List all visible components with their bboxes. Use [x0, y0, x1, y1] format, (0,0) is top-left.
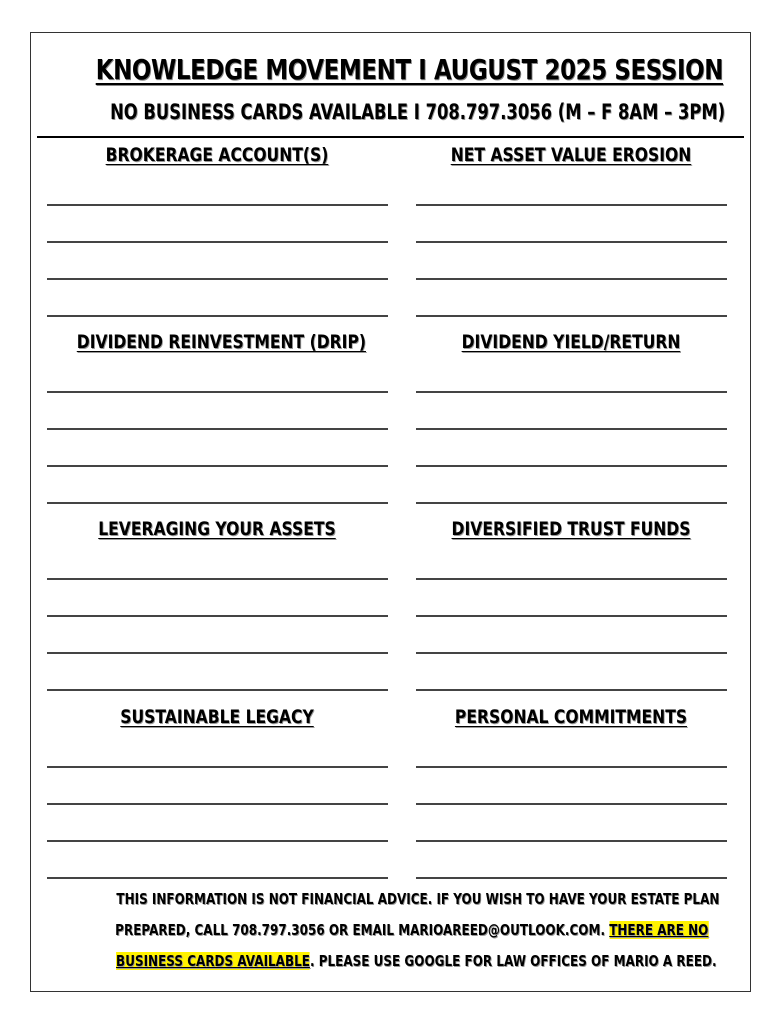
writing-line [416, 241, 727, 243]
writing-line [416, 278, 727, 280]
writing-line [416, 840, 727, 842]
writing-line [47, 766, 388, 768]
writing-line [416, 689, 727, 691]
writing-line [47, 803, 388, 805]
section-heading-leveraging-your-assets: LEVERAGING YOUR ASSETS [98, 518, 336, 540]
writing-line [416, 465, 727, 467]
footer-line-3-text: . PLEASE USE GOOGLE FOR LAW OFFICES OF MARIO A REED. [309, 952, 717, 970]
writing-line [47, 652, 388, 654]
writing-line [47, 578, 388, 580]
footer-line-2 [115, 915, 708, 946]
writing-line [47, 840, 388, 842]
writing-line [416, 502, 727, 504]
section-heading-dividend-yield-return: DIVIDEND YIELD/RETURN [461, 331, 681, 353]
writing-line [47, 391, 388, 393]
highlighted-notice-part-2: BUSINESS CARDS AVAILABLE [116, 952, 310, 970]
writing-line [416, 877, 727, 879]
page-title: KNOWLEDGE MOVEMENT I AUGUST 2025 SESSION [95, 53, 724, 86]
footer-line-2-text: PREPARED, CALL 708.797.3056 OR EMAIL MARIOAREED@OUTLOOK.COM. [115, 921, 610, 939]
writing-line [416, 803, 727, 805]
writing-line [416, 615, 727, 617]
section-heading-sustainable-legacy: SUSTAINABLE LEGACY [120, 706, 314, 728]
writing-line [416, 315, 727, 317]
writing-line [47, 428, 388, 430]
footer-line-3 [116, 946, 716, 977]
writing-line [47, 278, 388, 280]
disclaimer-footer [41, 884, 740, 977]
writing-line [47, 877, 388, 879]
section-heading-personal-commitments: PERSONAL COMMITMENTS [454, 706, 688, 728]
writing-line [416, 204, 727, 206]
header-divider [37, 136, 744, 138]
worksheet-page [30, 32, 751, 992]
footer-line-1: THIS INFORMATION IS NOT FINANCIAL ADVICE. IF YOU WISH TO HAVE YOUR ESTATE PLAN [116, 890, 720, 908]
writing-line [47, 315, 388, 317]
writing-line [47, 465, 388, 467]
section-heading-brokerage-accounts: BROKERAGE ACCOUNT(S) [105, 144, 329, 166]
section-heading-dividend-reinvestment: DIVIDEND REINVESTMENT (DRIP) [76, 331, 366, 353]
writing-line [47, 241, 388, 243]
writing-line [416, 652, 727, 654]
writing-line [416, 428, 727, 430]
writing-line [47, 615, 388, 617]
writing-line [47, 204, 388, 206]
writing-line [416, 766, 727, 768]
writing-line [416, 578, 727, 580]
writing-line [416, 391, 727, 393]
highlighted-notice-part-1: THERE ARE NO [609, 921, 709, 939]
writing-line [47, 502, 388, 504]
page-subtitle: NO BUSINESS CARDS AVAILABLE I 708.797.3056 (M – F 8AM – 3PM) [110, 100, 726, 124]
section-heading-diversified-trust-funds: DIVERSIFIED TRUST FUNDS [451, 518, 691, 540]
writing-line [47, 689, 388, 691]
section-heading-net-asset-value-erosion: NET ASSET VALUE EROSION [450, 144, 692, 166]
